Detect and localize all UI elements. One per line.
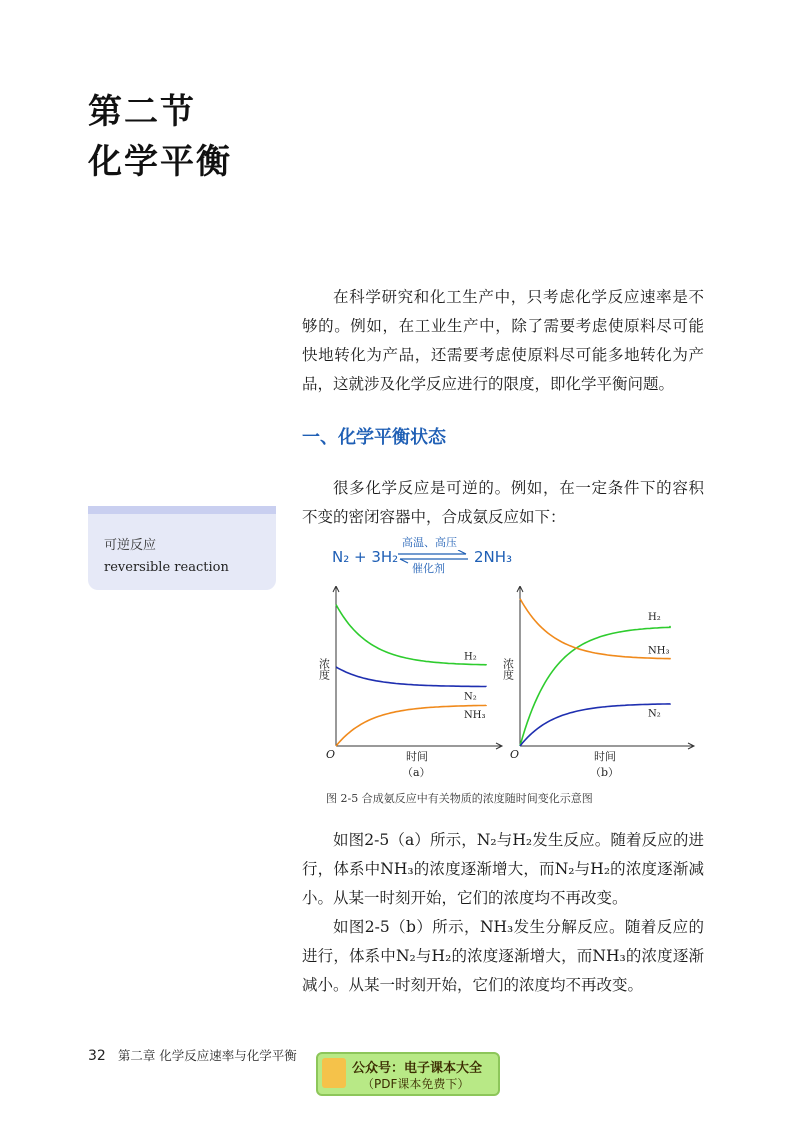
stamp-line1: 公众号：电子课本大全 xyxy=(352,1061,483,1076)
panel-a-y-label: 浓度 xyxy=(317,658,331,680)
panel-a-x-label: 时间 xyxy=(406,750,428,763)
paragraph-fig-b: 如图2-5（b）所示，NH₃发生分解反应。随着反应的进行，体系中N₂与H₂的浓度逐渐增大，而NH₃的浓度逐渐减小。从某一时刻开始，它们的浓度均不再改变。 xyxy=(302,918,704,994)
equation-condition-below: 催化剂 xyxy=(412,562,445,575)
panel-b-panel-label: （b） xyxy=(590,766,620,779)
section-number: 第二节 xyxy=(88,92,196,132)
glossary-term-en: reversible reaction xyxy=(104,560,229,575)
intro-paragraph: 在科学研究和化工生产中，只考虑化学反应速率是不够的。例如，在工业生产中，除了需要考虑使原料尽可能快地转化为产品，还需要考虑使原料尽可能多地转化为产品，这就涉及化学反应进行的限度，即化学平衡问题。 xyxy=(302,288,704,393)
equation-condition-above: 高温、高压 xyxy=(402,536,457,549)
panel-b-label-H₂: H₂ xyxy=(648,611,661,623)
panel-a-panel-label: （a） xyxy=(402,766,431,779)
panel-a-origin-label: O xyxy=(326,748,336,761)
panel-b-label-NH₃: NH₃ xyxy=(648,645,670,657)
equation-reactants: N₂ + 3H₂ xyxy=(332,548,399,566)
panel-a-label-NH₃: NH₃ xyxy=(464,709,486,721)
equilibrium-arrows xyxy=(396,550,470,564)
panel-b-label-N₂: N₂ xyxy=(648,708,661,720)
panel-a-label-N₂: N₂ xyxy=(464,691,477,703)
panel-b-x-label: 时间 xyxy=(594,750,616,763)
glossary-term-zh: 可逆反应 xyxy=(104,538,157,553)
panel-a-label-H₂: H₂ xyxy=(464,651,477,663)
equation-products: 2NH₃ xyxy=(474,548,513,566)
chemical-equation xyxy=(332,536,572,576)
panel-b-y-label: 浓度 xyxy=(501,658,515,680)
figure-caption: 图 2-5 合成氨反应中有关物质的浓度随时间变化示意图 xyxy=(326,792,593,805)
paragraph-fig-a: 如图2-5（a）所示，N₂与H₂发生反应。随着反应的进行，体系中NH₃的浓度逐渐增大，而N₂与H₂的浓度逐渐减小。从某一时刻开始，它们的浓度均不再改变。 xyxy=(302,831,704,907)
panel-b-origin-label: O xyxy=(510,748,520,761)
glossary-sidebox xyxy=(88,506,276,590)
watermark-stamp xyxy=(316,1052,500,1096)
paragraph-reversible: 很多化学反应是可逆的。例如，在一定条件下的容积不变的密闭容器中，合成氨反应如下： xyxy=(302,479,704,526)
section-heading: 一、化学平衡状态 xyxy=(302,427,446,448)
stamp-line2: （PDF课本免费下） xyxy=(362,1077,470,1091)
chapter-title: 第二章 化学反应速率与化学平衡 xyxy=(117,1048,297,1063)
book-logo-icon xyxy=(322,1058,346,1088)
page-footer xyxy=(88,1046,297,1064)
concentration-figure xyxy=(300,586,700,786)
page-title: 化学平衡 xyxy=(88,142,232,182)
page-number: 32 xyxy=(88,1048,106,1064)
panel-b-series-H₂ xyxy=(520,626,670,746)
panel-a-series-N₂ xyxy=(336,667,486,687)
